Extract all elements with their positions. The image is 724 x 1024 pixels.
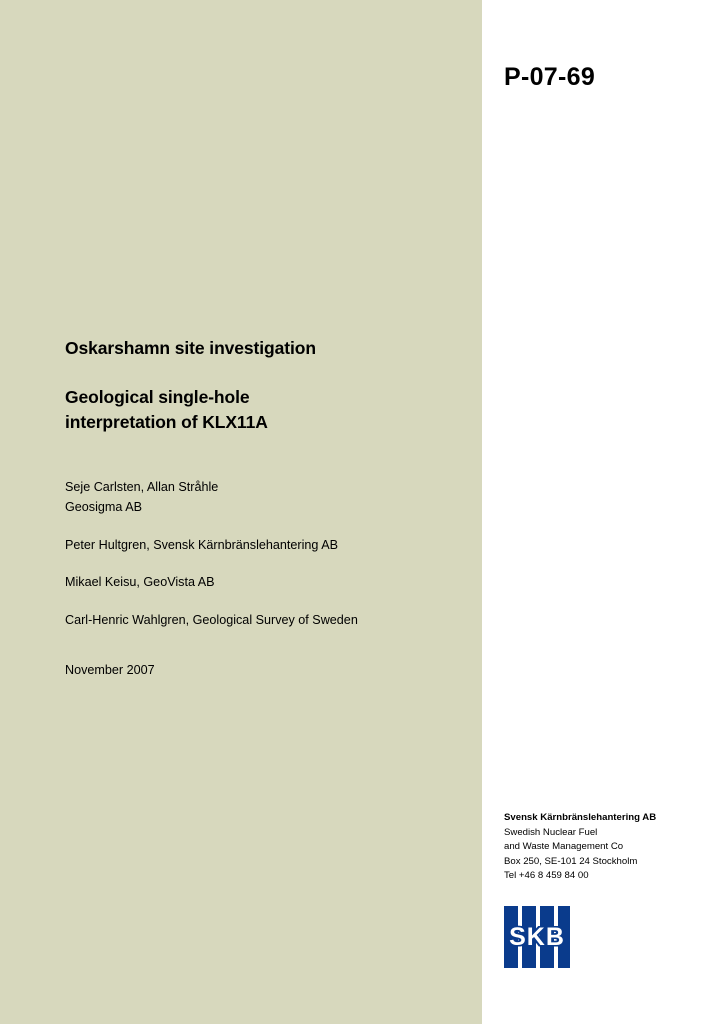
publisher-line-1: Swedish Nuclear Fuel [504,826,598,838]
author-line: Carl-Henric Wahlgren, Geological Survey of Sweden [65,612,358,627]
author-affiliation: Geosigma AB [65,500,143,515]
title-block [65,338,465,435]
site-investigation-line: Oskarshamn site investigation [65,338,316,358]
author-line: Seje Carlsten, Allan Stråhle [65,480,219,494]
author-group [65,572,475,592]
author-group [65,610,475,630]
skb-logo [504,906,570,968]
page-title-line-2: interpretation of KLX11A [65,411,268,432]
author-group [65,477,475,518]
logo-text: SKB [509,923,565,951]
publisher-block [504,811,714,884]
author-line: Peter Hultgren, Svensk Kärnbränslehantering AB [65,537,339,552]
publisher-line-2: and Waste Management Co [504,841,624,853]
page-title-line-1: Geological single-hole [65,387,250,407]
report-number: P-07-69 [504,63,596,91]
publisher-address: Box 250, SE-101 24 Stockholm [504,855,638,867]
author-list [65,477,475,647]
publication-date: November 2007 [65,663,155,677]
page-title [65,385,465,435]
author-group [65,535,475,555]
author-line: Mikael Keisu, GeoVista AB [65,575,215,590]
publisher-name: Svensk Kärnbränslehantering AB [504,812,657,823]
publisher-phone: Tel +46 8 459 84 00 [504,870,589,882]
